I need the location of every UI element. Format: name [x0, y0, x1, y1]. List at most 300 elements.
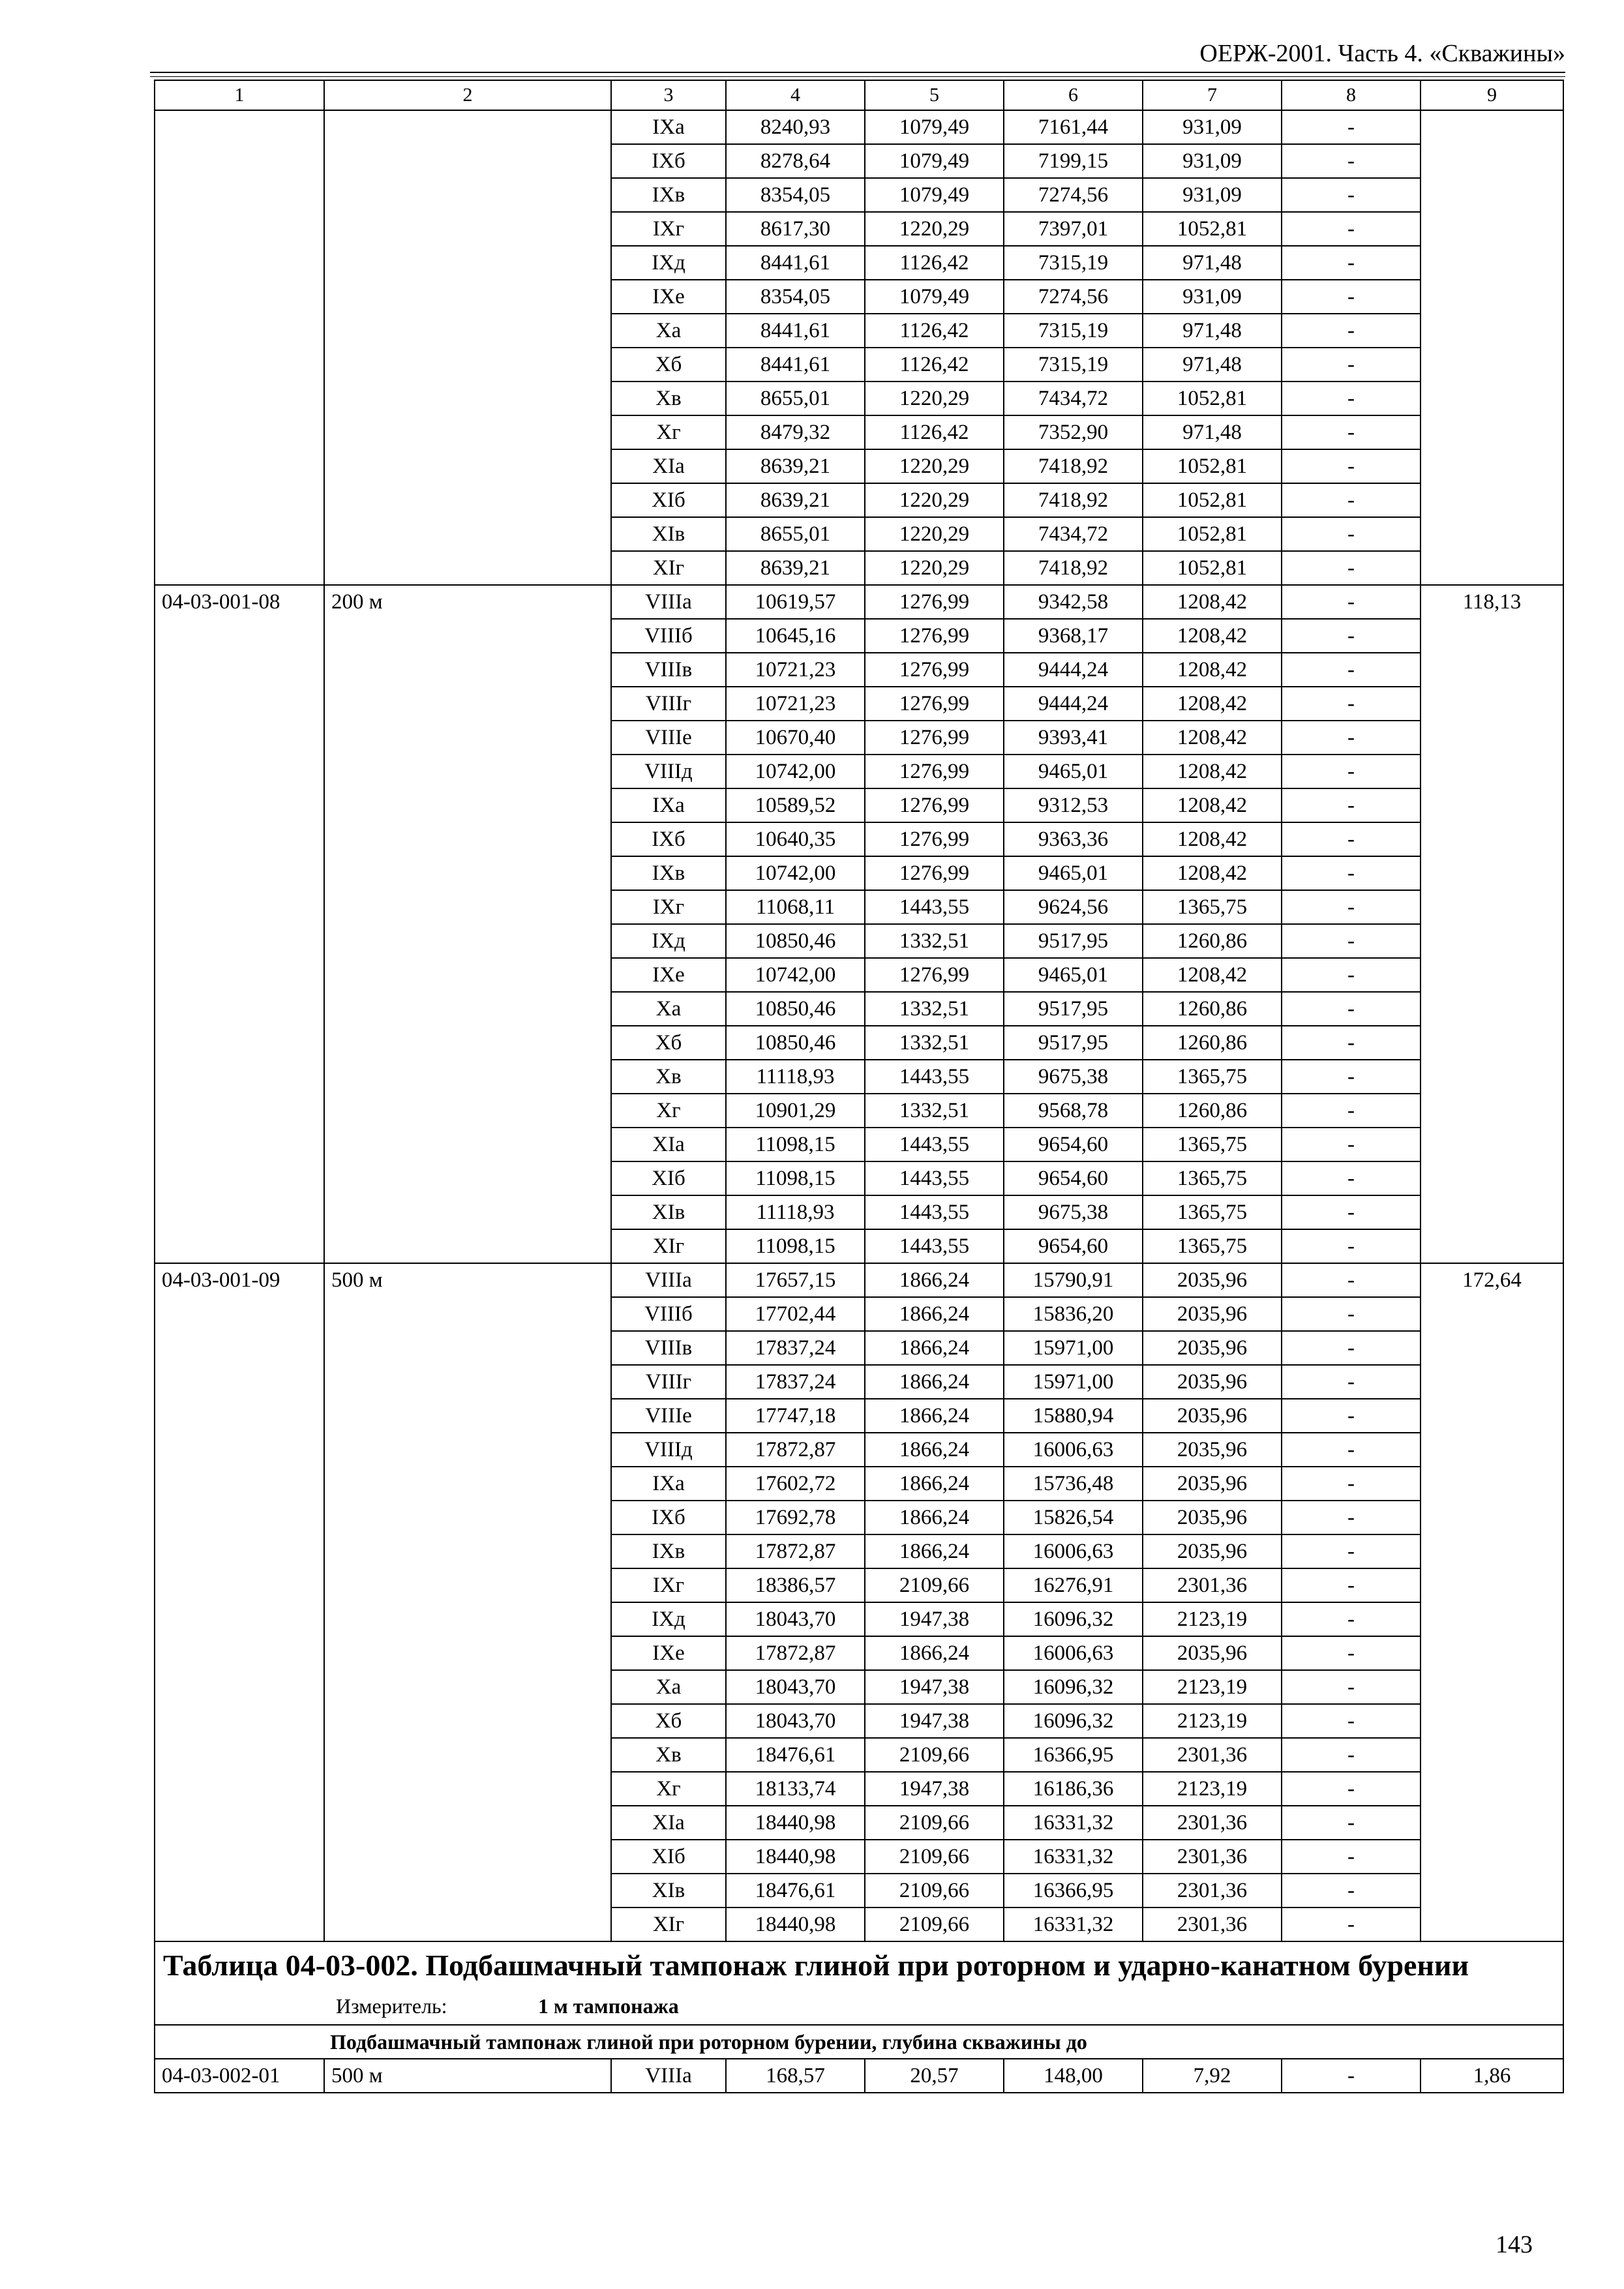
machines-cell: 15736,48	[1004, 1467, 1143, 1501]
total-cost-cell: 11098,15	[726, 1229, 865, 1263]
machinist-wages-cell: 1260,86	[1143, 992, 1282, 1026]
section-title-row	[155, 2025, 1563, 2059]
wages-cell: 1276,99	[865, 958, 1004, 992]
wages-cell: 1443,55	[865, 1128, 1004, 1161]
soil-group-cell: IXа	[611, 110, 726, 144]
wages-cell: 1220,29	[865, 449, 1004, 483]
machinist-wages-cell: 1208,42	[1143, 619, 1282, 653]
total-cost-cell: 8655,01	[726, 382, 865, 415]
wages-cell: 1276,99	[865, 585, 1004, 619]
total-cost-cell: 8441,61	[726, 348, 865, 382]
machinist-wages-cell: 2035,96	[1143, 1297, 1282, 1331]
depth-cell	[324, 110, 611, 585]
wages-cell: 1866,24	[865, 1534, 1004, 1568]
materials-cell: -	[1282, 890, 1421, 924]
soil-group-cell: Xв	[611, 382, 726, 415]
materials-cell: -	[1282, 1026, 1421, 1060]
wages-cell: 1332,51	[865, 1094, 1004, 1128]
table-row	[155, 110, 1563, 144]
machinist-wages-cell: 1260,86	[1143, 924, 1282, 958]
machinist-wages-cell: 1208,42	[1143, 822, 1282, 856]
total-cost-cell: 10670,40	[726, 721, 865, 755]
wages-cell: 1126,42	[865, 246, 1004, 280]
materials-cell: -	[1282, 382, 1421, 415]
machines-cell: 16331,32	[1004, 1806, 1143, 1840]
total-cost-cell: 18476,61	[726, 1874, 865, 1908]
table-title: Таблица 04-03-002. Подбашмачный тампонаж глиной при роторном и ударно-канатном бурении	[163, 1949, 1469, 1982]
materials-cell: -	[1282, 348, 1421, 382]
machines-cell: 9444,24	[1004, 653, 1143, 687]
column-number-8: 8	[1282, 80, 1421, 110]
wages-cell: 1079,49	[865, 110, 1004, 144]
wages-cell: 1276,99	[865, 788, 1004, 822]
soil-group-cell: Xг	[611, 1772, 726, 1806]
wages-cell: 1443,55	[865, 1060, 1004, 1094]
machinist-wages-cell: 931,09	[1143, 280, 1282, 314]
soil-group-cell: IXг	[611, 1568, 726, 1602]
materials-cell: -	[1282, 1568, 1421, 1602]
soil-group-cell: VIIIб	[611, 619, 726, 653]
wages-cell: 1443,55	[865, 1229, 1004, 1263]
wages-cell: 1126,42	[865, 348, 1004, 382]
soil-group-cell: IXб	[611, 144, 726, 178]
soil-group-cell: VIIIа	[611, 1263, 726, 1297]
machinist-wages-cell: 1052,81	[1143, 212, 1282, 246]
total-cost-cell: 17657,15	[726, 1263, 865, 1297]
materials-cell: -	[1282, 1229, 1421, 1263]
soil-group-cell: VIIIе	[611, 721, 726, 755]
materials-cell: -	[1282, 280, 1421, 314]
machinist-wages-cell: 1052,81	[1143, 382, 1282, 415]
soil-group-cell: Xб	[611, 1704, 726, 1738]
wages-cell: 1220,29	[865, 483, 1004, 517]
materials-cell: -	[1282, 1704, 1421, 1738]
soil-group-cell: IXв	[611, 856, 726, 890]
table-row	[155, 585, 1563, 619]
machines-cell: 15880,94	[1004, 1399, 1143, 1433]
machines-cell: 9444,24	[1004, 687, 1143, 721]
wages-cell: 1332,51	[865, 1026, 1004, 1060]
depth-cell: 200 м	[324, 585, 611, 1263]
labor-cell: 172,64	[1421, 1263, 1563, 1941]
wages-cell: 1079,49	[865, 144, 1004, 178]
total-cost-cell: 18440,98	[726, 1908, 865, 1941]
soil-group-cell: Xг	[611, 415, 726, 449]
materials-cell: -	[1282, 1636, 1421, 1670]
total-cost-cell: 18043,70	[726, 1704, 865, 1738]
wages-cell: 1079,49	[865, 280, 1004, 314]
soil-group-cell: XIб	[611, 1840, 726, 1874]
machinist-wages-cell: 2035,96	[1143, 1331, 1282, 1365]
total-cost-cell: 8617,30	[726, 212, 865, 246]
machines-cell: 9675,38	[1004, 1195, 1143, 1229]
total-cost-cell: 18386,57	[726, 1568, 865, 1602]
wages-cell: 1443,55	[865, 890, 1004, 924]
soil-group-cell: IXд	[611, 924, 726, 958]
materials-cell: -	[1282, 314, 1421, 348]
machinist-wages-cell: 1208,42	[1143, 687, 1282, 721]
running-header: ОЕРЖ-2001. Часть 4. «Скважины»	[1199, 40, 1565, 67]
machinist-wages-cell: 2035,96	[1143, 1467, 1282, 1501]
machines-cell: 7434,72	[1004, 382, 1143, 415]
machines-cell: 9368,17	[1004, 619, 1143, 653]
depth-cell: 500 м	[324, 1263, 611, 1941]
labor-cell	[1421, 110, 1563, 585]
total-cost-cell: 10721,23	[726, 687, 865, 721]
soil-group-cell: IXе	[611, 280, 726, 314]
machinist-wages-cell: 1208,42	[1143, 755, 1282, 788]
total-cost-cell: 10850,46	[726, 992, 865, 1026]
materials-cell: -	[1282, 110, 1421, 144]
machinist-wages-cell: 1260,86	[1143, 1026, 1282, 1060]
soil-group-cell: VIIIб	[611, 1297, 726, 1331]
materials-cell: -	[1282, 755, 1421, 788]
total-cost-cell: 17747,18	[726, 1399, 865, 1433]
machinist-wages-cell: 2035,96	[1143, 1501, 1282, 1534]
machinist-wages-cell: 2035,96	[1143, 1263, 1282, 1297]
wages-cell: 1126,42	[865, 415, 1004, 449]
machines-cell: 7315,19	[1004, 314, 1143, 348]
wages-cell: 1866,24	[865, 1636, 1004, 1670]
machinist-wages-cell: 1365,75	[1143, 1229, 1282, 1263]
machines-cell: 9342,58	[1004, 585, 1143, 619]
soil-group-cell: IXв	[611, 178, 726, 212]
total-cost-cell: 17837,24	[726, 1331, 865, 1365]
wages-cell: 1866,24	[865, 1365, 1004, 1399]
total-cost-cell: 17837,24	[726, 1365, 865, 1399]
soil-group-cell: IXд	[611, 1602, 726, 1636]
machines-cell: 7315,19	[1004, 246, 1143, 280]
measure-value: 1 м тампонажа	[538, 1994, 679, 2018]
wages-cell: 1866,24	[865, 1399, 1004, 1433]
column-number-7: 7	[1143, 80, 1282, 110]
materials-cell: -	[1282, 178, 1421, 212]
soil-group-cell: VIIIг	[611, 1365, 726, 1399]
wages-cell: 1276,99	[865, 619, 1004, 653]
soil-group-cell: Xа	[611, 992, 726, 1026]
wages-cell: 2109,66	[865, 1806, 1004, 1840]
materials-cell: -	[1282, 619, 1421, 653]
total-cost-cell: 18440,98	[726, 1840, 865, 1874]
total-cost-cell: 10640,35	[726, 822, 865, 856]
machines-cell: 16276,91	[1004, 1568, 1143, 1602]
materials-cell: -	[1282, 246, 1421, 280]
table-caption	[155, 1941, 1563, 2025]
machinist-wages-cell: 2123,19	[1143, 1670, 1282, 1704]
machines-cell: 7352,90	[1004, 415, 1143, 449]
column-number-2: 2	[324, 80, 611, 110]
soil-group-cell: VIIIд	[611, 1433, 726, 1467]
total-cost-cell: 8441,61	[726, 314, 865, 348]
materials-cell: -	[1282, 1467, 1421, 1501]
soil-group-cell: VIIIв	[611, 1331, 726, 1365]
materials-cell: -	[1282, 1806, 1421, 1840]
soil-group-cell: IXе	[611, 1636, 726, 1670]
wages-cell: 1276,99	[865, 687, 1004, 721]
materials-cell: -	[1282, 1161, 1421, 1195]
machines-cell: 16006,63	[1004, 1636, 1143, 1670]
total-cost-cell: 18043,70	[726, 1602, 865, 1636]
machines-cell: 9517,95	[1004, 992, 1143, 1026]
materials-cell: -	[1282, 483, 1421, 517]
machinist-wages-cell: 1208,42	[1143, 653, 1282, 687]
materials-cell: -	[1282, 788, 1421, 822]
total-cost-cell: 8639,21	[726, 483, 865, 517]
measure-label: Измеритель:	[336, 1994, 447, 2018]
total-cost-cell: 10619,57	[726, 585, 865, 619]
machines-cell: 7418,92	[1004, 551, 1143, 585]
column-number-5: 5	[865, 80, 1004, 110]
wages-cell: 1866,24	[865, 1263, 1004, 1297]
machines-cell: 9517,95	[1004, 1026, 1143, 1060]
materials-cell: -	[1282, 822, 1421, 856]
machines-cell: 15790,91	[1004, 1263, 1143, 1297]
wages-cell: 1220,29	[865, 212, 1004, 246]
total-cost-cell: 10742,00	[726, 958, 865, 992]
machinist-wages-cell: 2301,36	[1143, 1568, 1282, 1602]
wages-cell: 1220,29	[865, 382, 1004, 415]
total-cost-cell: 10742,00	[726, 755, 865, 788]
materials-cell: -	[1282, 1433, 1421, 1467]
materials-cell: -	[1282, 144, 1421, 178]
materials-cell: -	[1282, 212, 1421, 246]
machines-cell: 16096,32	[1004, 1602, 1143, 1636]
total-cost-cell: 18043,70	[726, 1670, 865, 1704]
code-cell	[155, 110, 324, 585]
materials-cell: -	[1282, 2059, 1421, 2093]
materials-cell: -	[1282, 1501, 1421, 1534]
wages-cell: 2109,66	[865, 1874, 1004, 1908]
soil-group-cell: Xа	[611, 314, 726, 348]
soil-group-cell: XIг	[611, 1229, 726, 1263]
total-cost-cell: 11068,11	[726, 890, 865, 924]
materials-cell: -	[1282, 1670, 1421, 1704]
materials-cell: -	[1282, 1331, 1421, 1365]
total-cost-cell: 10721,23	[726, 653, 865, 687]
soil-group-cell: Xа	[611, 1670, 726, 1704]
materials-cell: -	[1282, 1908, 1421, 1941]
soil-group-cell: XIг	[611, 1908, 726, 1941]
materials-cell: -	[1282, 1365, 1421, 1399]
machines-cell: 15971,00	[1004, 1331, 1143, 1365]
machines-cell: 9654,60	[1004, 1229, 1143, 1263]
total-cost-cell: 11098,15	[726, 1128, 865, 1161]
wages-cell: 1220,29	[865, 551, 1004, 585]
materials-cell: -	[1282, 449, 1421, 483]
total-cost-cell: 8240,93	[726, 110, 865, 144]
soil-group-cell: Xв	[611, 1738, 726, 1772]
soil-group-cell: IXа	[611, 1467, 726, 1501]
wages-cell: 2109,66	[865, 1568, 1004, 1602]
wages-cell: 1276,99	[865, 721, 1004, 755]
materials-cell: -	[1282, 1094, 1421, 1128]
wages-cell: 1866,24	[865, 1467, 1004, 1501]
machines-cell: 7199,15	[1004, 144, 1143, 178]
machinist-wages-cell: 2123,19	[1143, 1602, 1282, 1636]
machines-cell: 9393,41	[1004, 721, 1143, 755]
machines-cell: 16331,32	[1004, 1908, 1143, 1941]
soil-group-cell: Xб	[611, 1026, 726, 1060]
header-rule	[150, 72, 1565, 73]
machinist-wages-cell: 1208,42	[1143, 856, 1282, 890]
machines-cell: 7274,56	[1004, 280, 1143, 314]
total-cost-cell: 18440,98	[726, 1806, 865, 1840]
table-row	[155, 1263, 1563, 1297]
machines-cell: 9654,60	[1004, 1161, 1143, 1195]
column-number-row	[155, 80, 1563, 110]
machines-cell: 9517,95	[1004, 924, 1143, 958]
wages-cell: 2109,66	[865, 1738, 1004, 1772]
soil-group-cell: IXе	[611, 958, 726, 992]
machinist-wages-cell: 1208,42	[1143, 788, 1282, 822]
wages-cell: 1332,51	[865, 924, 1004, 958]
machines-cell: 16006,63	[1004, 1534, 1143, 1568]
soil-group-cell: XIб	[611, 483, 726, 517]
total-cost-cell: 17872,87	[726, 1534, 865, 1568]
machines-cell: 9465,01	[1004, 856, 1143, 890]
wages-cell: 1276,99	[865, 755, 1004, 788]
total-cost-cell: 11098,15	[726, 1161, 865, 1195]
wages-cell: 1866,24	[865, 1331, 1004, 1365]
materials-cell: -	[1282, 721, 1421, 755]
machinist-wages-cell: 971,48	[1143, 246, 1282, 280]
total-cost-cell: 168,57	[726, 2059, 865, 2093]
machines-cell: 7418,92	[1004, 449, 1143, 483]
machines-cell: 9568,78	[1004, 1094, 1143, 1128]
column-number-3: 3	[611, 80, 726, 110]
code-cell: 04-03-001-09	[155, 1263, 324, 1941]
machinist-wages-cell: 2035,96	[1143, 1399, 1282, 1433]
machinist-wages-cell: 1208,42	[1143, 585, 1282, 619]
measure-row	[163, 1988, 1555, 2022]
code-cell: 04-03-002-01	[155, 2059, 324, 2093]
machines-cell: 15826,54	[1004, 1501, 1143, 1534]
wages-cell: 2109,66	[865, 1908, 1004, 1941]
code-cell: 04-03-001-08	[155, 585, 324, 1263]
soil-group-cell: Xб	[611, 348, 726, 382]
total-cost-cell: 8639,21	[726, 551, 865, 585]
total-cost-cell: 17602,72	[726, 1467, 865, 1501]
soil-group-cell: XIв	[611, 1195, 726, 1229]
machinist-wages-cell: 2035,96	[1143, 1365, 1282, 1399]
machinist-wages-cell: 1052,81	[1143, 551, 1282, 585]
machines-cell: 7274,56	[1004, 178, 1143, 212]
machinist-wages-cell: 2123,19	[1143, 1704, 1282, 1738]
soil-group-cell: Xг	[611, 1094, 726, 1128]
machines-cell: 9363,36	[1004, 822, 1143, 856]
total-cost-cell: 8441,61	[726, 246, 865, 280]
total-cost-cell: 18476,61	[726, 1738, 865, 1772]
materials-cell: -	[1282, 1060, 1421, 1094]
machinist-wages-cell: 931,09	[1143, 178, 1282, 212]
table-row	[155, 2059, 1563, 2093]
machinist-wages-cell: 2123,19	[1143, 1772, 1282, 1806]
column-number-4: 4	[726, 80, 865, 110]
machinist-wages-cell: 1052,81	[1143, 449, 1282, 483]
labor-cell: 118,13	[1421, 585, 1563, 1263]
total-cost-cell: 8354,05	[726, 178, 865, 212]
rates-table	[154, 80, 1564, 2093]
machinist-wages-cell: 2301,36	[1143, 1908, 1282, 1941]
soil-group-cell: XIа	[611, 1806, 726, 1840]
machinist-wages-cell: 2301,36	[1143, 1874, 1282, 1908]
soil-group-cell: IXа	[611, 788, 726, 822]
soil-group-cell: XIа	[611, 449, 726, 483]
machinist-wages-cell: 971,48	[1143, 348, 1282, 382]
labor-cell: 1,86	[1421, 2059, 1563, 2093]
materials-cell: -	[1282, 1772, 1421, 1806]
materials-cell: -	[1282, 924, 1421, 958]
materials-cell: -	[1282, 992, 1421, 1026]
machines-cell: 9465,01	[1004, 958, 1143, 992]
machines-cell: 9624,56	[1004, 890, 1143, 924]
machines-cell: 16366,95	[1004, 1738, 1143, 1772]
materials-cell: -	[1282, 517, 1421, 551]
wages-cell: 1332,51	[865, 992, 1004, 1026]
machinist-wages-cell: 1365,75	[1143, 1161, 1282, 1195]
materials-cell: -	[1282, 958, 1421, 992]
materials-cell: -	[1282, 1602, 1421, 1636]
wages-cell: 1947,38	[865, 1602, 1004, 1636]
soil-group-cell: IXб	[611, 1501, 726, 1534]
machinist-wages-cell: 1365,75	[1143, 1195, 1282, 1229]
soil-group-cell: VIIIа	[611, 2059, 726, 2093]
total-cost-cell: 10901,29	[726, 1094, 865, 1128]
soil-group-cell: IXг	[611, 212, 726, 246]
wages-cell: 20,57	[865, 2059, 1004, 2093]
total-cost-cell: 8655,01	[726, 517, 865, 551]
machinist-wages-cell: 1365,75	[1143, 890, 1282, 924]
total-cost-cell: 8354,05	[726, 280, 865, 314]
wages-cell: 1443,55	[865, 1161, 1004, 1195]
machinist-wages-cell: 931,09	[1143, 144, 1282, 178]
total-cost-cell: 17692,78	[726, 1501, 865, 1534]
soil-group-cell: VIIIд	[611, 755, 726, 788]
machines-cell: 9465,01	[1004, 755, 1143, 788]
soil-group-cell: XIв	[611, 1874, 726, 1908]
machines-cell: 7315,19	[1004, 348, 1143, 382]
materials-cell: -	[1282, 1399, 1421, 1433]
machinist-wages-cell: 1052,81	[1143, 483, 1282, 517]
wages-cell: 1947,38	[865, 1772, 1004, 1806]
column-number-6: 6	[1004, 80, 1143, 110]
machines-cell: 148,00	[1004, 2059, 1143, 2093]
wages-cell: 1276,99	[865, 822, 1004, 856]
wages-cell: 1947,38	[865, 1704, 1004, 1738]
total-cost-cell: 8278,64	[726, 144, 865, 178]
page-number: 143	[1496, 2231, 1533, 2258]
wages-cell: 1443,55	[865, 1195, 1004, 1229]
machines-cell: 9654,60	[1004, 1128, 1143, 1161]
machines-cell: 16366,95	[1004, 1874, 1143, 1908]
machinist-wages-cell: 1365,75	[1143, 1128, 1282, 1161]
total-cost-cell: 10850,46	[726, 1026, 865, 1060]
total-cost-cell: 10850,46	[726, 924, 865, 958]
materials-cell: -	[1282, 653, 1421, 687]
soil-group-cell: VIIIа	[611, 585, 726, 619]
machinist-wages-cell: 2301,36	[1143, 1738, 1282, 1772]
soil-group-cell: XIг	[611, 551, 726, 585]
wages-cell: 1126,42	[865, 314, 1004, 348]
materials-cell: -	[1282, 1534, 1421, 1568]
soil-group-cell: Xв	[611, 1060, 726, 1094]
materials-cell: -	[1282, 1738, 1421, 1772]
machinist-wages-cell: 7,92	[1143, 2059, 1282, 2093]
machinist-wages-cell: 971,48	[1143, 415, 1282, 449]
machines-cell: 15971,00	[1004, 1365, 1143, 1399]
machines-cell: 9312,53	[1004, 788, 1143, 822]
machines-cell: 16096,32	[1004, 1670, 1143, 1704]
